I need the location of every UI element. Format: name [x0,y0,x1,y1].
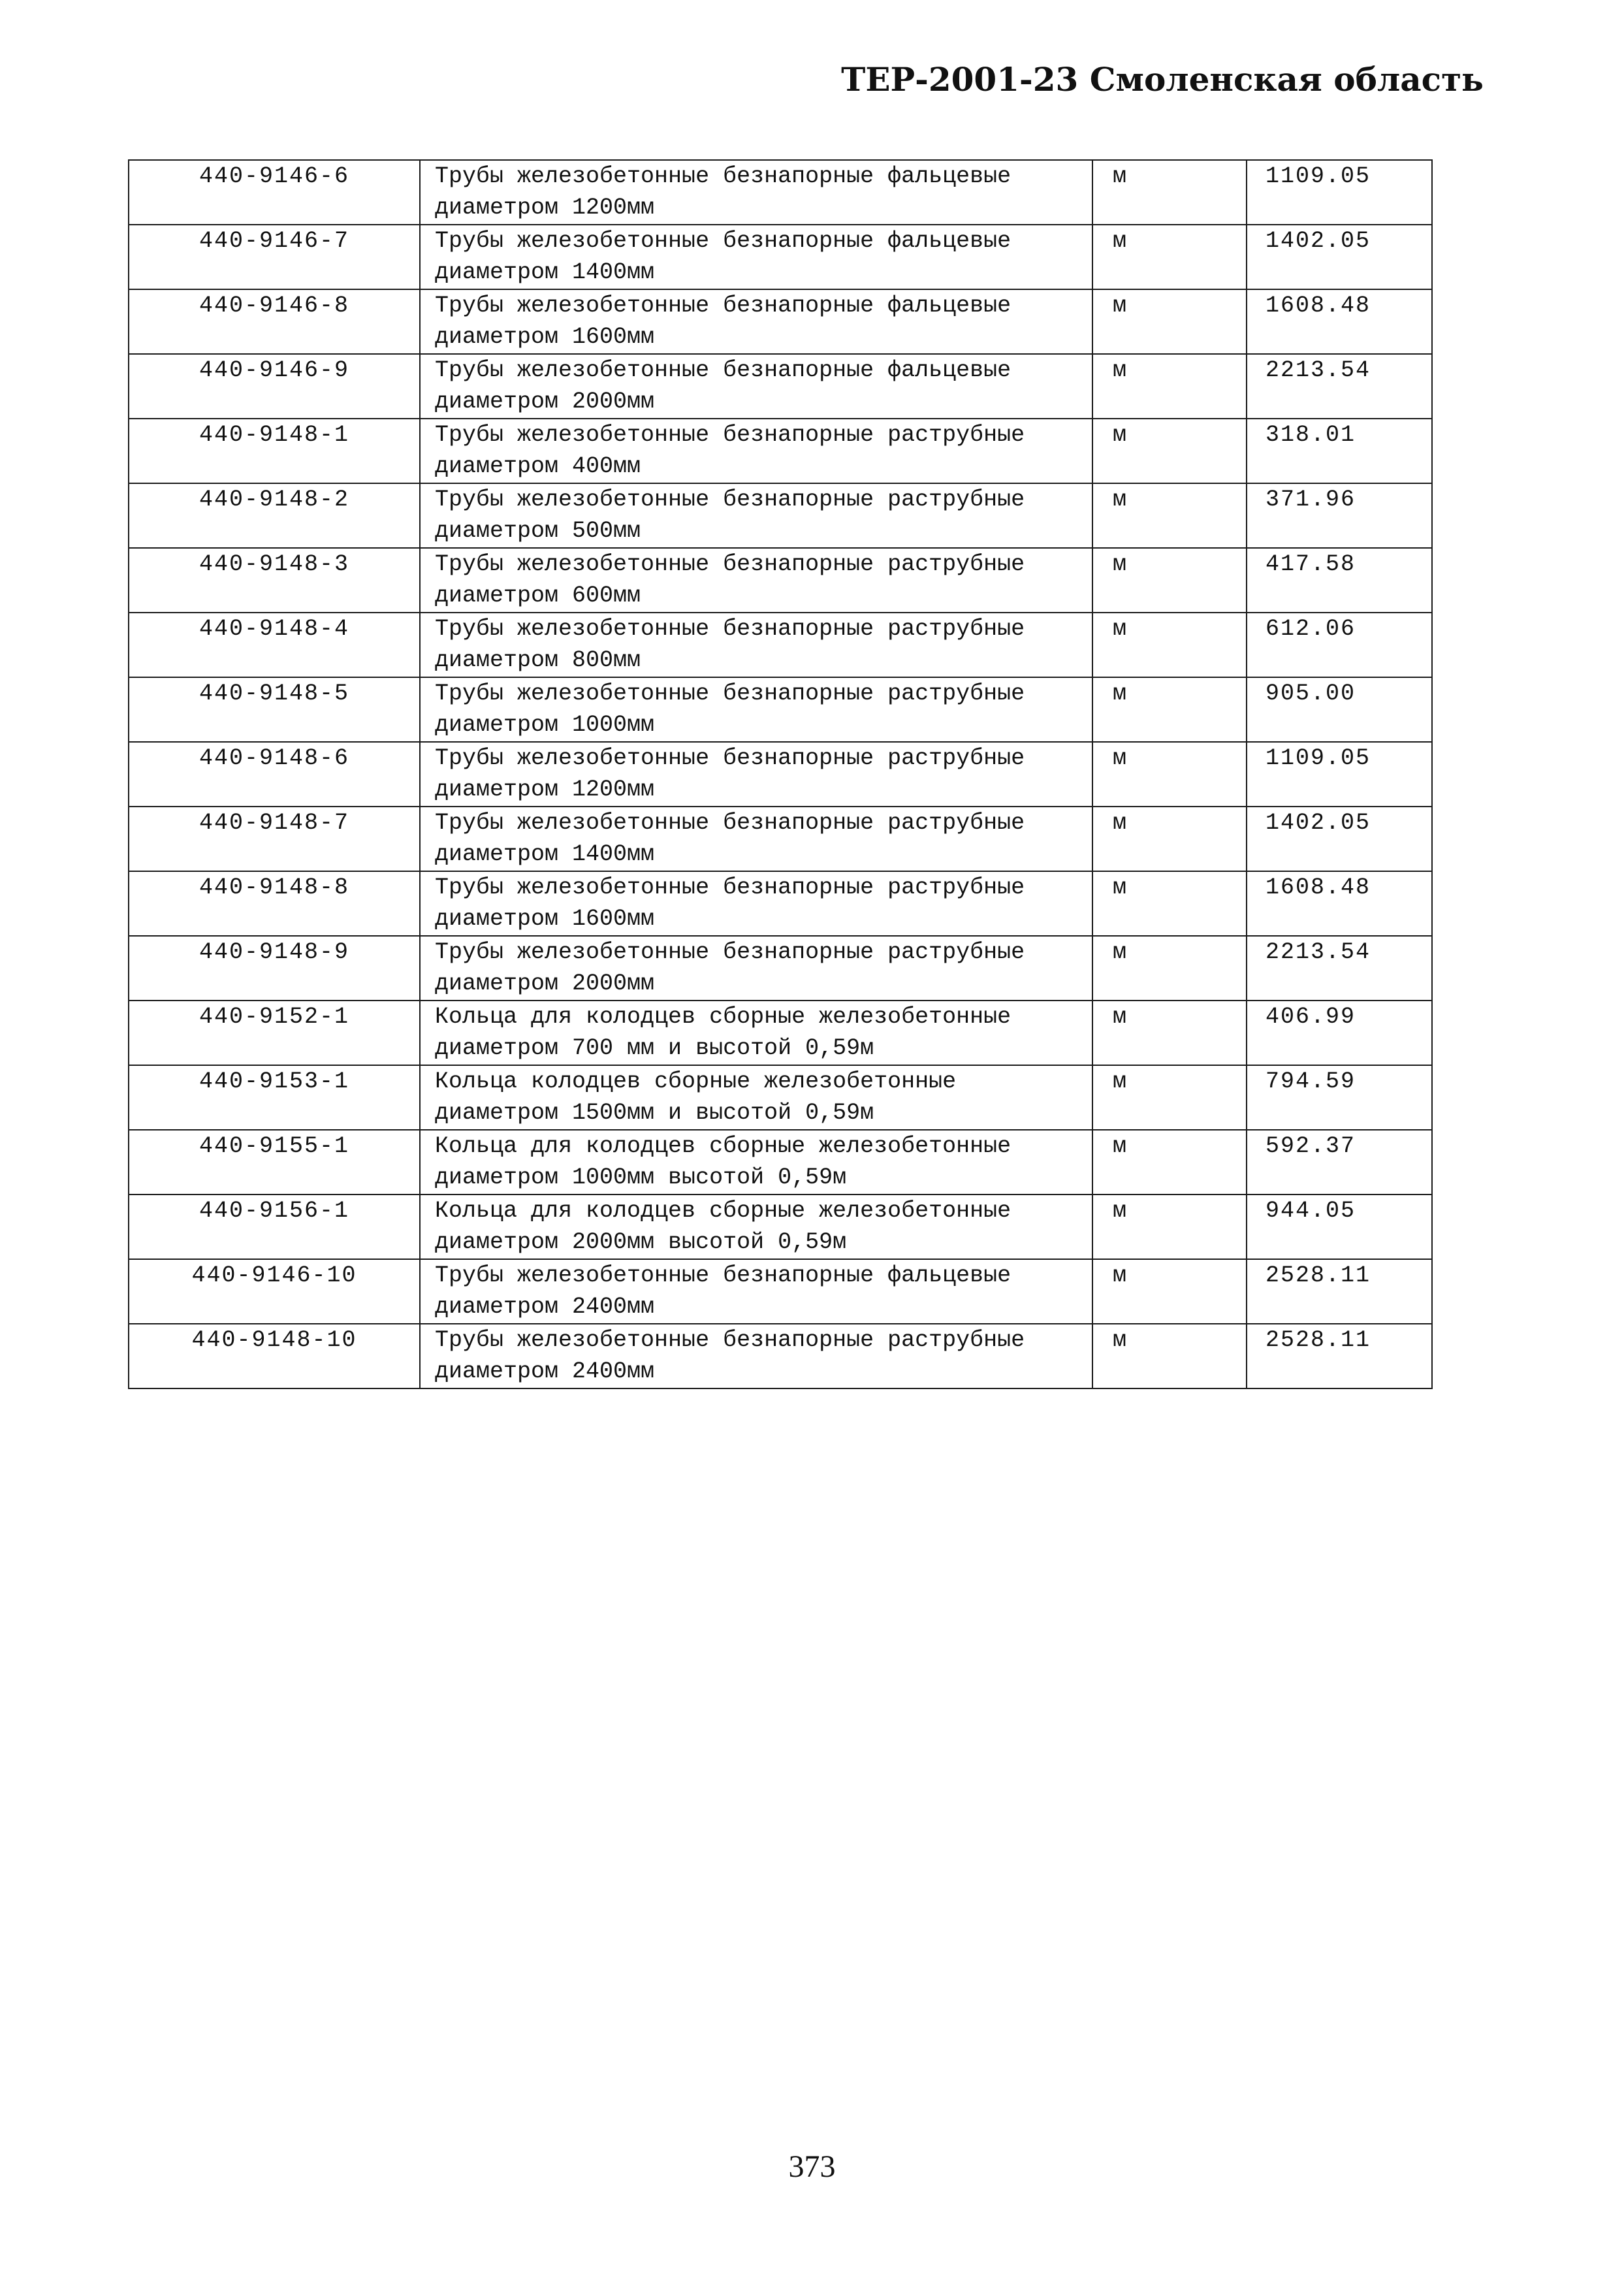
cell-price: 1608.48 [1247,871,1432,936]
cell-code: 440-9152-1 [129,1001,420,1065]
cell-unit: м [1092,289,1247,354]
table-row [129,936,1432,1001]
table-row [129,1324,1432,1388]
cell-name: Трубы железобетонные безнапорные раструбные диаметром 1400мм [420,807,1092,871]
cell-code: 440-9155-1 [129,1130,420,1195]
cell-unit: м [1092,1259,1247,1324]
cell-price: 318.01 [1247,419,1432,483]
table-row [129,548,1432,613]
table-row [129,160,1432,225]
cell-code: 440-9148-7 [129,807,420,871]
cell-price: 905.00 [1247,677,1432,742]
cell-unit: м [1092,1195,1247,1259]
cell-name: Кольца для колодцев сборные железобетонные диаметром 2000мм высотой 0,59м [420,1195,1092,1259]
table-row [129,419,1432,483]
cell-code: 440-9148-1 [129,419,420,483]
cell-code: 440-9148-9 [129,936,420,1001]
table-row [129,354,1432,419]
cell-name: Трубы железобетонные безнапорные раструбные диаметром 800мм [420,613,1092,677]
cell-name: Трубы железобетонные безнапорные раструбные диаметром 400мм [420,419,1092,483]
cell-code: 440-9148-6 [129,742,420,807]
cell-price: 1109.05 [1247,160,1432,225]
cell-code: 440-9148-10 [129,1324,420,1388]
table-row [129,1195,1432,1259]
table-row [129,1259,1432,1324]
cell-unit: м [1092,807,1247,871]
cell-unit: м [1092,936,1247,1001]
cell-price: 417.58 [1247,548,1432,613]
cell-code: 440-9148-8 [129,871,420,936]
page-header-title: ТЕР-2001-23 Смоленская область [841,60,1484,99]
cell-name: Трубы железобетонные безнапорные раструбные диаметром 1600мм [420,871,1092,936]
cell-code: 440-9148-4 [129,613,420,677]
cell-price: 592.37 [1247,1130,1432,1195]
cell-unit: м [1092,871,1247,936]
cell-code: 440-9146-8 [129,289,420,354]
cell-name: Трубы железобетонные безнапорные раструбные диаметром 1200мм [420,742,1092,807]
table-row [129,871,1432,936]
cell-price: 944.05 [1247,1195,1432,1259]
table-body [129,160,1432,1388]
cell-unit: м [1092,613,1247,677]
cell-code: 440-9148-3 [129,548,420,613]
table-row [129,1130,1432,1195]
cell-code: 440-9146-10 [129,1259,420,1324]
cell-name: Трубы железобетонные безнапорные фальцевые диаметром 1200мм [420,160,1092,225]
cell-unit: м [1092,160,1247,225]
cell-name: Кольца колодцев сборные железобетонные диаметром 1500мм и высотой 0,59м [420,1065,1092,1130]
table-row [129,225,1432,289]
table-row [129,1065,1432,1130]
table-row [129,613,1432,677]
table-row [129,289,1432,354]
cell-name: Трубы железобетонные безнапорные раструбные диаметром 1000мм [420,677,1092,742]
cell-price: 371.96 [1247,483,1432,548]
cell-price: 2213.54 [1247,354,1432,419]
cell-name: Трубы железобетонные безнапорные фальцевые диаметром 1400мм [420,225,1092,289]
cell-price: 1109.05 [1247,742,1432,807]
cell-unit: м [1092,225,1247,289]
price-table [128,159,1433,1389]
cell-unit: м [1092,1065,1247,1130]
cell-code: 440-9146-9 [129,354,420,419]
cell-code: 440-9148-5 [129,677,420,742]
cell-price: 794.59 [1247,1065,1432,1130]
cell-name: Трубы железобетонные безнапорные раструбные диаметром 2000мм [420,936,1092,1001]
cell-unit: м [1092,483,1247,548]
cell-unit: м [1092,548,1247,613]
cell-unit: м [1092,1130,1247,1195]
cell-code: 440-9156-1 [129,1195,420,1259]
cell-code: 440-9146-6 [129,160,420,225]
table-row [129,483,1432,548]
cell-price: 1402.05 [1247,807,1432,871]
table-row [129,807,1432,871]
cell-unit: м [1092,1001,1247,1065]
cell-price: 612.06 [1247,613,1432,677]
cell-name: Кольца для колодцев сборные железобетонные диаметром 1000мм высотой 0,59м [420,1130,1092,1195]
cell-name: Трубы железобетонные безнапорные раструбные диаметром 600мм [420,548,1092,613]
cell-price: 406.99 [1247,1001,1432,1065]
cell-unit: м [1092,1324,1247,1388]
table-row [129,677,1432,742]
cell-name: Кольца для колодцев сборные железобетонные диаметром 700 мм и высотой 0,59м [420,1001,1092,1065]
cell-name: Трубы железобетонные безнапорные раструбные диаметром 2400мм [420,1324,1092,1388]
cell-unit: м [1092,419,1247,483]
table-row [129,1001,1432,1065]
cell-code: 440-9148-2 [129,483,420,548]
cell-unit: м [1092,354,1247,419]
page-number: 373 [788,2149,836,2184]
cell-price: 2528.11 [1247,1324,1432,1388]
cell-code: 440-9146-7 [129,225,420,289]
cell-price: 2213.54 [1247,936,1432,1001]
cell-price: 2528.11 [1247,1259,1432,1324]
table-row [129,742,1432,807]
cell-code: 440-9153-1 [129,1065,420,1130]
cell-name: Трубы железобетонные безнапорные фальцевые диаметром 2400мм [420,1259,1092,1324]
cell-price: 1402.05 [1247,225,1432,289]
cell-unit: м [1092,677,1247,742]
cell-name: Трубы железобетонные безнапорные фальцевые диаметром 2000мм [420,354,1092,419]
cell-price: 1608.48 [1247,289,1432,354]
cell-name: Трубы железобетонные безнапорные раструбные диаметром 500мм [420,483,1092,548]
cell-name: Трубы железобетонные безнапорные фальцевые диаметром 1600мм [420,289,1092,354]
cell-unit: м [1092,742,1247,807]
